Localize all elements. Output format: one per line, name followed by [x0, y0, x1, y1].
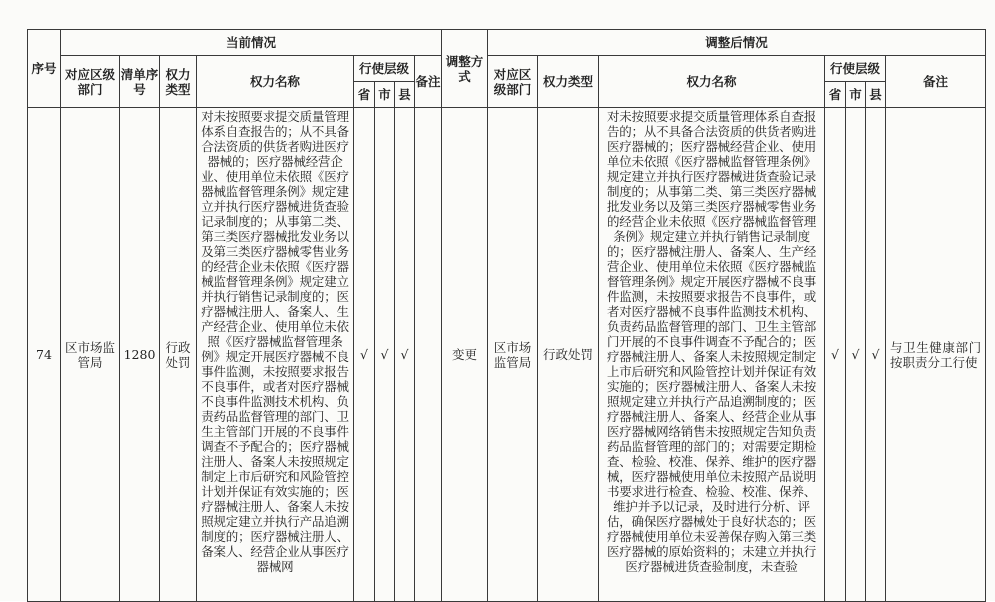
power-adjustment-table — [27, 29, 986, 602]
header-new-province: 省 — [825, 82, 846, 108]
row-new-province-check: √ — [825, 108, 846, 602]
header-new-dept: 对应区级部门 — [488, 56, 538, 108]
header-exercise-level: 行使层级 — [354, 56, 415, 82]
row-city-check: √ — [375, 108, 395, 602]
header-remarks-short: 备注 — [415, 56, 442, 108]
header-new-exercise-level: 行使层级 — [825, 56, 886, 82]
row-new-city-check: √ — [846, 108, 866, 602]
header-power-name: 权力名称 — [197, 56, 354, 108]
row-new-power-name: 对未按照要求提交质量管理体系自查报告的；从不具备合法资质的供货者购进医疗器械的；医疗器械经营企业、使用单位未依照《医疗器械监督管理条例》规定建立并执行医疗器械进货查验记录制度的；从事第二类、第三类医疗器械批发业务以及第三类医疗器械零售业务的经营企业未依照《医疗器械监督管理条例》规定建立并执行销售记录制度的；医疗器械注册人、备案人、生产经营企业、使用单位未依照《医疗器械监督管理条例》规定开展医疗器械不良事件监测，未按照要求报告不良事件，或者对医疗器械不良事件监测技术机构、负责药品监督管理的部门、卫生主管部门开展的不良事件调查不予配合的；医疗器械注册人、备案人未按照规定制定上市后研究和风险管控计划并保证有效实施的；医疗器械注册人、备案人未按照规定建立并执行产品追溯制度的；医疗器械注册人、备案人、经营企业从事医疗器械网络销售未按照规定告知负责药品监督管理的部门的；对需要定期检查、检验、校准、保养、维护的医疗器械，医疗器械使用单位未按照产品说明书要求进行检查、检验、校准、保养、维护并予以记录，及时进行分析、评估，确保医疗器械处于良好状态的；医疗器械使用单位未妥善保存购入第三类医疗器械的原始资料的；未建立并执行医疗器械进货查验制度，未查验 — [599, 108, 825, 602]
header-new-county: 县 — [866, 82, 886, 108]
row-new-county-check: √ — [866, 108, 886, 602]
row-remarks — [415, 108, 442, 602]
header-adjust-method: 调整方式 — [442, 30, 488, 108]
header-after-adjustment: 调整后情况 — [488, 30, 986, 56]
header-new-power-name: 权力名称 — [599, 56, 825, 108]
row-province-check: √ — [354, 108, 375, 602]
header-province: 省 — [354, 82, 375, 108]
row-new-dept: 区市场监管局 — [488, 108, 538, 602]
row-list-no: 1280 — [120, 108, 160, 602]
row-new-remarks: 与卫生健康部门按职责分工行使 — [886, 108, 986, 602]
row-dept: 区市场监管局 — [61, 108, 120, 602]
header-list-no: 清单序号 — [120, 56, 160, 108]
row-new-power-type: 行政处罚 — [538, 108, 599, 602]
row-adjust-method: 变更 — [442, 108, 488, 602]
header-seq: 序号 — [28, 30, 61, 108]
row-power-name: 对未按照要求提交质量管理体系自查报告的；从不具备合法资质的供货者购进医疗器械的；医疗器械经营企业、使用单位未依照《医疗器械监督管理条例》规定建立并执行医疗器械进货查验记录制度的；从事第二类、第三类医疗器械批发业务以及第三类医疗器械零售业务的经营企业未依照《医疗器械监督管理条例》规定建立并执行销售记录制度的；医疗器械注册人、备案人、生产经营企业、使用单位未依照《医疗器械监督管理条例》规定开展医疗器械不良事件监测，未按照要求报告不良事件，或者对医疗器械不良事件监测技术机构、负责药品监督管理的部门、卫生主管部门开展的不良事件调查不予配合的；医疗器械注册人、备案人未按照规定制定上市后研究和风险管控计划并保证有效实施的；医疗器械注册人、备案人未按照规定建立并执行产品追溯制度的；医疗器械注册人、备案人、经营企业从事医疗器械网 — [197, 108, 354, 602]
header-new-remarks: 备注 — [886, 56, 986, 108]
header-new-power-type: 权力类型 — [538, 56, 599, 108]
header-current-situation: 当前情况 — [61, 30, 442, 56]
header-power-type: 权力类型 — [160, 56, 197, 108]
header-county: 县 — [395, 82, 415, 108]
row-county-check: √ — [395, 108, 415, 602]
header-dept: 对应区级部门 — [61, 56, 120, 108]
row-seq: 74 — [28, 108, 61, 602]
header-city: 市 — [375, 82, 395, 108]
header-new-city: 市 — [846, 82, 866, 108]
row-power-type: 行政处罚 — [160, 108, 197, 602]
